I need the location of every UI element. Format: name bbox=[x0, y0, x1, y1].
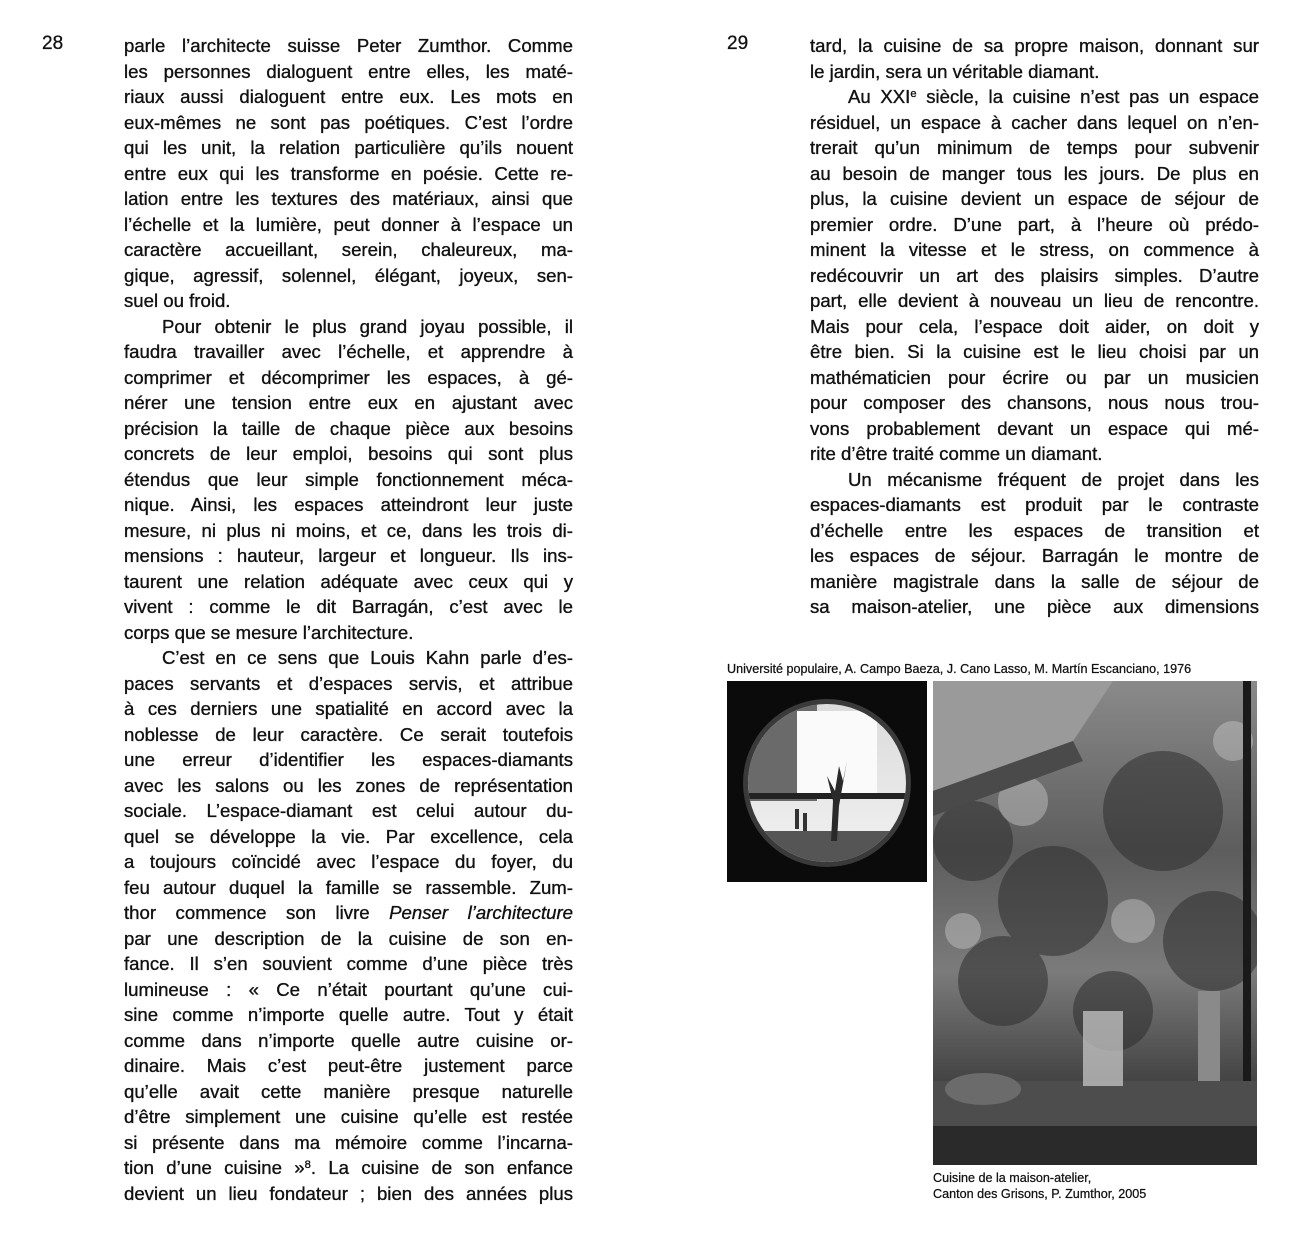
text-line: les personnes dialoguent entre elles, les maté- bbox=[124, 60, 573, 82]
text-segment: thor commence son livre bbox=[124, 902, 390, 923]
text-line: les espaces de séjour. Barragán le montre de bbox=[810, 545, 1259, 566]
text-line: sine comme n’importe quelle autre. Tout y était bbox=[124, 1004, 573, 1025]
text-line: plus, la cuisine devient un espace de séjour de bbox=[810, 188, 1259, 209]
text-line: par une description de la cuisine de son en- bbox=[124, 927, 573, 949]
text-line: rite d’être traité comme un diamant. bbox=[810, 443, 1103, 464]
text-line: comme dans n’importe quelle autre cuisine or- bbox=[124, 1029, 573, 1051]
paragraph bbox=[124, 314, 573, 646]
text-line: d’échelle entre les espaces de transition et bbox=[810, 519, 1259, 541]
text-line: concrets de leur emploi, besoins qui sont plus bbox=[124, 443, 573, 464]
text-line: une erreur d’identifier les espaces-diamants bbox=[124, 749, 573, 770]
text-line: corps que se mesure l’architecture. bbox=[124, 621, 414, 643]
text-segment: siècle, la cuisine n’est pas un espace bbox=[916, 86, 1259, 107]
text-line: eux-mêmes ne sont pas poétiques. C’est l’ordre bbox=[124, 111, 573, 133]
paragraph bbox=[124, 33, 573, 314]
text-line: qu’elle avait cette manière presque naturelle bbox=[124, 1080, 573, 1102]
text-line: mensions : hauteur, largeur et longueur. Ils ins- bbox=[124, 545, 573, 566]
text-line: devient un lieu fondateur ; bien des années plus bbox=[124, 1182, 573, 1204]
page-number-right: 29 bbox=[727, 33, 749, 54]
photo-cuisine-maison-atelier bbox=[933, 681, 1257, 1165]
text-line: nique. Ainsi, les espaces atteindront leur juste bbox=[124, 494, 573, 515]
text-segment: tion d’une cuisine » bbox=[124, 1157, 305, 1178]
text-line: vons probablement devant un espace qui mé- bbox=[810, 417, 1259, 439]
text-line: résiduel, un espace à cacher dans lequel on n’en- bbox=[810, 111, 1259, 133]
text-line: tard, la cuisine de sa propre maison, donnant sur bbox=[810, 35, 1259, 56]
text-segment: . La cuisine de son enfance bbox=[310, 1157, 573, 1178]
text-line: feu autour duquel la famille se rassemble. Zum- bbox=[124, 876, 573, 898]
text-line: minent la vitesse et le stress, on commence à bbox=[810, 239, 1259, 260]
text-line: comprimer et décomprimer les espaces, à gé- bbox=[124, 366, 573, 388]
text-line: entre eux qui les transforme en poésie. Cette re- bbox=[124, 162, 573, 184]
figure-caption-bottom-line-1: Cuisine de la maison-atelier, bbox=[933, 1171, 1092, 1185]
text-line bbox=[124, 900, 573, 926]
text-line: lumineuse : « Ce n’était pourtant qu’une cui- bbox=[124, 978, 573, 1000]
text-line: être bien. Si la cuisine est le lieu choisi par un bbox=[810, 341, 1259, 362]
superscript: 8 bbox=[304, 1158, 311, 1171]
text-line: Mais pour cela, l’espace doit aider, on doit y bbox=[810, 315, 1259, 337]
left-page-text bbox=[124, 33, 573, 1206]
text-line: mathématicien pour écrire ou par un musicien bbox=[810, 366, 1259, 388]
superscript: e bbox=[910, 87, 917, 100]
text-line: suel ou froid. bbox=[124, 290, 231, 311]
text-line: le jardin, sera un véritable diamant. bbox=[810, 60, 1100, 82]
text-line: fance. Il s’en souvient comme d’une pièce très bbox=[124, 953, 573, 974]
text-line: taurent une relation adéquate avec ceux qui y bbox=[124, 570, 573, 592]
text-line bbox=[810, 84, 1259, 110]
text-line: l’échelle et la lumière, peut donner à l’espace un bbox=[124, 213, 573, 235]
text-line: part, elle devient à nouveau un lieu de rencontre. bbox=[810, 290, 1259, 311]
text-line: C’est en ce sens que Louis Kahn parle d’es- bbox=[162, 647, 573, 668]
text-line: Pour obtenir le plus grand joyau possible, il bbox=[162, 315, 573, 337]
text-line: avec les salons ou les zones de représentation bbox=[124, 774, 573, 796]
text-line: d’être simplement une cuisine qu’elle est restée bbox=[124, 1106, 573, 1127]
paragraph bbox=[124, 645, 573, 1206]
text-line: sa maison-atelier, une pièce aux dimensions bbox=[810, 596, 1259, 617]
text-line: Un mécanisme fréquent de projet dans les bbox=[848, 468, 1259, 490]
right-page-text bbox=[810, 33, 1259, 620]
text-line: précision la taille de chaque pièce aux besoins bbox=[124, 417, 573, 439]
text-line: vivent : comme le dit Barragán, c’est avec le bbox=[124, 596, 573, 617]
figure-caption-top: Université populaire, A. Campo Baeza, J. Cano Lasso, M. Martín Escanciano, 1976 bbox=[727, 662, 1192, 676]
text-line: au besoin de manger tous les jours. De plus en bbox=[810, 162, 1259, 184]
text-line: quel se développe la vie. Par excellence, cela bbox=[124, 825, 573, 847]
text-line: redécouvrir un art des plaisirs simples. D’autre bbox=[810, 264, 1259, 286]
text-line: gique, agressif, solennel, élégant, joyeux, sen- bbox=[124, 264, 573, 286]
page-number-left: 28 bbox=[42, 33, 64, 54]
text-segment: Au XXI bbox=[848, 86, 911, 107]
text-line: dinaire. Mais c’est peut-être justement parce bbox=[124, 1055, 573, 1076]
text-line: à ces derniers une spatialité en accord avec la bbox=[124, 698, 573, 719]
text-line: manière magistrale dans la salle de séjour de bbox=[810, 570, 1259, 592]
text-line: premier ordre. D’une part, à l’heure où prédo- bbox=[810, 213, 1259, 235]
text-line: sociale. L’espace-diamant est celui autour du- bbox=[124, 800, 573, 821]
text-line: riaux aussi dialoguent entre eux. Les mots en bbox=[124, 86, 573, 107]
paragraph bbox=[810, 33, 1259, 84]
text-line: si présente dans ma mémoire comme l’incarna- bbox=[124, 1131, 573, 1153]
text-line: étendus que leur simple fonctionnement méca- bbox=[124, 468, 573, 490]
text-line: caractère accueillant, serein, chaleureux, ma- bbox=[124, 239, 573, 260]
text-line: qui les unit, la relation particulière qu’ils nouent bbox=[124, 137, 573, 158]
text-line: nérer une tension entre eux en ajustant avec bbox=[124, 392, 573, 413]
text-line: faudra travailler avec l’échelle, et apprendre à bbox=[124, 341, 573, 362]
text-line: lation entre les textures des matériaux, ainsi que bbox=[124, 188, 573, 209]
text-line: mesure, ni plus ni moins, et ce, dans les trois di- bbox=[124, 519, 573, 541]
text-line: noblesse de leur caractère. Ce serait toutefois bbox=[124, 723, 573, 745]
text-line: pour composer des chansons, nous nous trou- bbox=[810, 392, 1259, 413]
paragraph bbox=[810, 467, 1259, 620]
figure-caption-bottom-line-2: Canton des Grisons, P. Zumthor, 2005 bbox=[933, 1187, 1147, 1201]
text-line bbox=[124, 1155, 573, 1181]
text-line: trerait qu’un minimum de temps pour subvenir bbox=[810, 137, 1259, 158]
book-title: Penser l’architecture bbox=[389, 902, 573, 923]
text-line: paces servants et d’espaces servis, et attribue bbox=[124, 672, 573, 694]
photo-universite-populaire bbox=[727, 681, 927, 882]
text-line: a toujours coïncidé avec l’espace du foyer, du bbox=[124, 851, 573, 872]
paragraph bbox=[810, 84, 1259, 467]
text-line: espaces-diamants est produit par le contraste bbox=[810, 494, 1259, 515]
figure-caption-bottom bbox=[933, 1170, 1146, 1202]
text-line: parle l’architecte suisse Peter Zumthor. Comme bbox=[124, 35, 573, 56]
